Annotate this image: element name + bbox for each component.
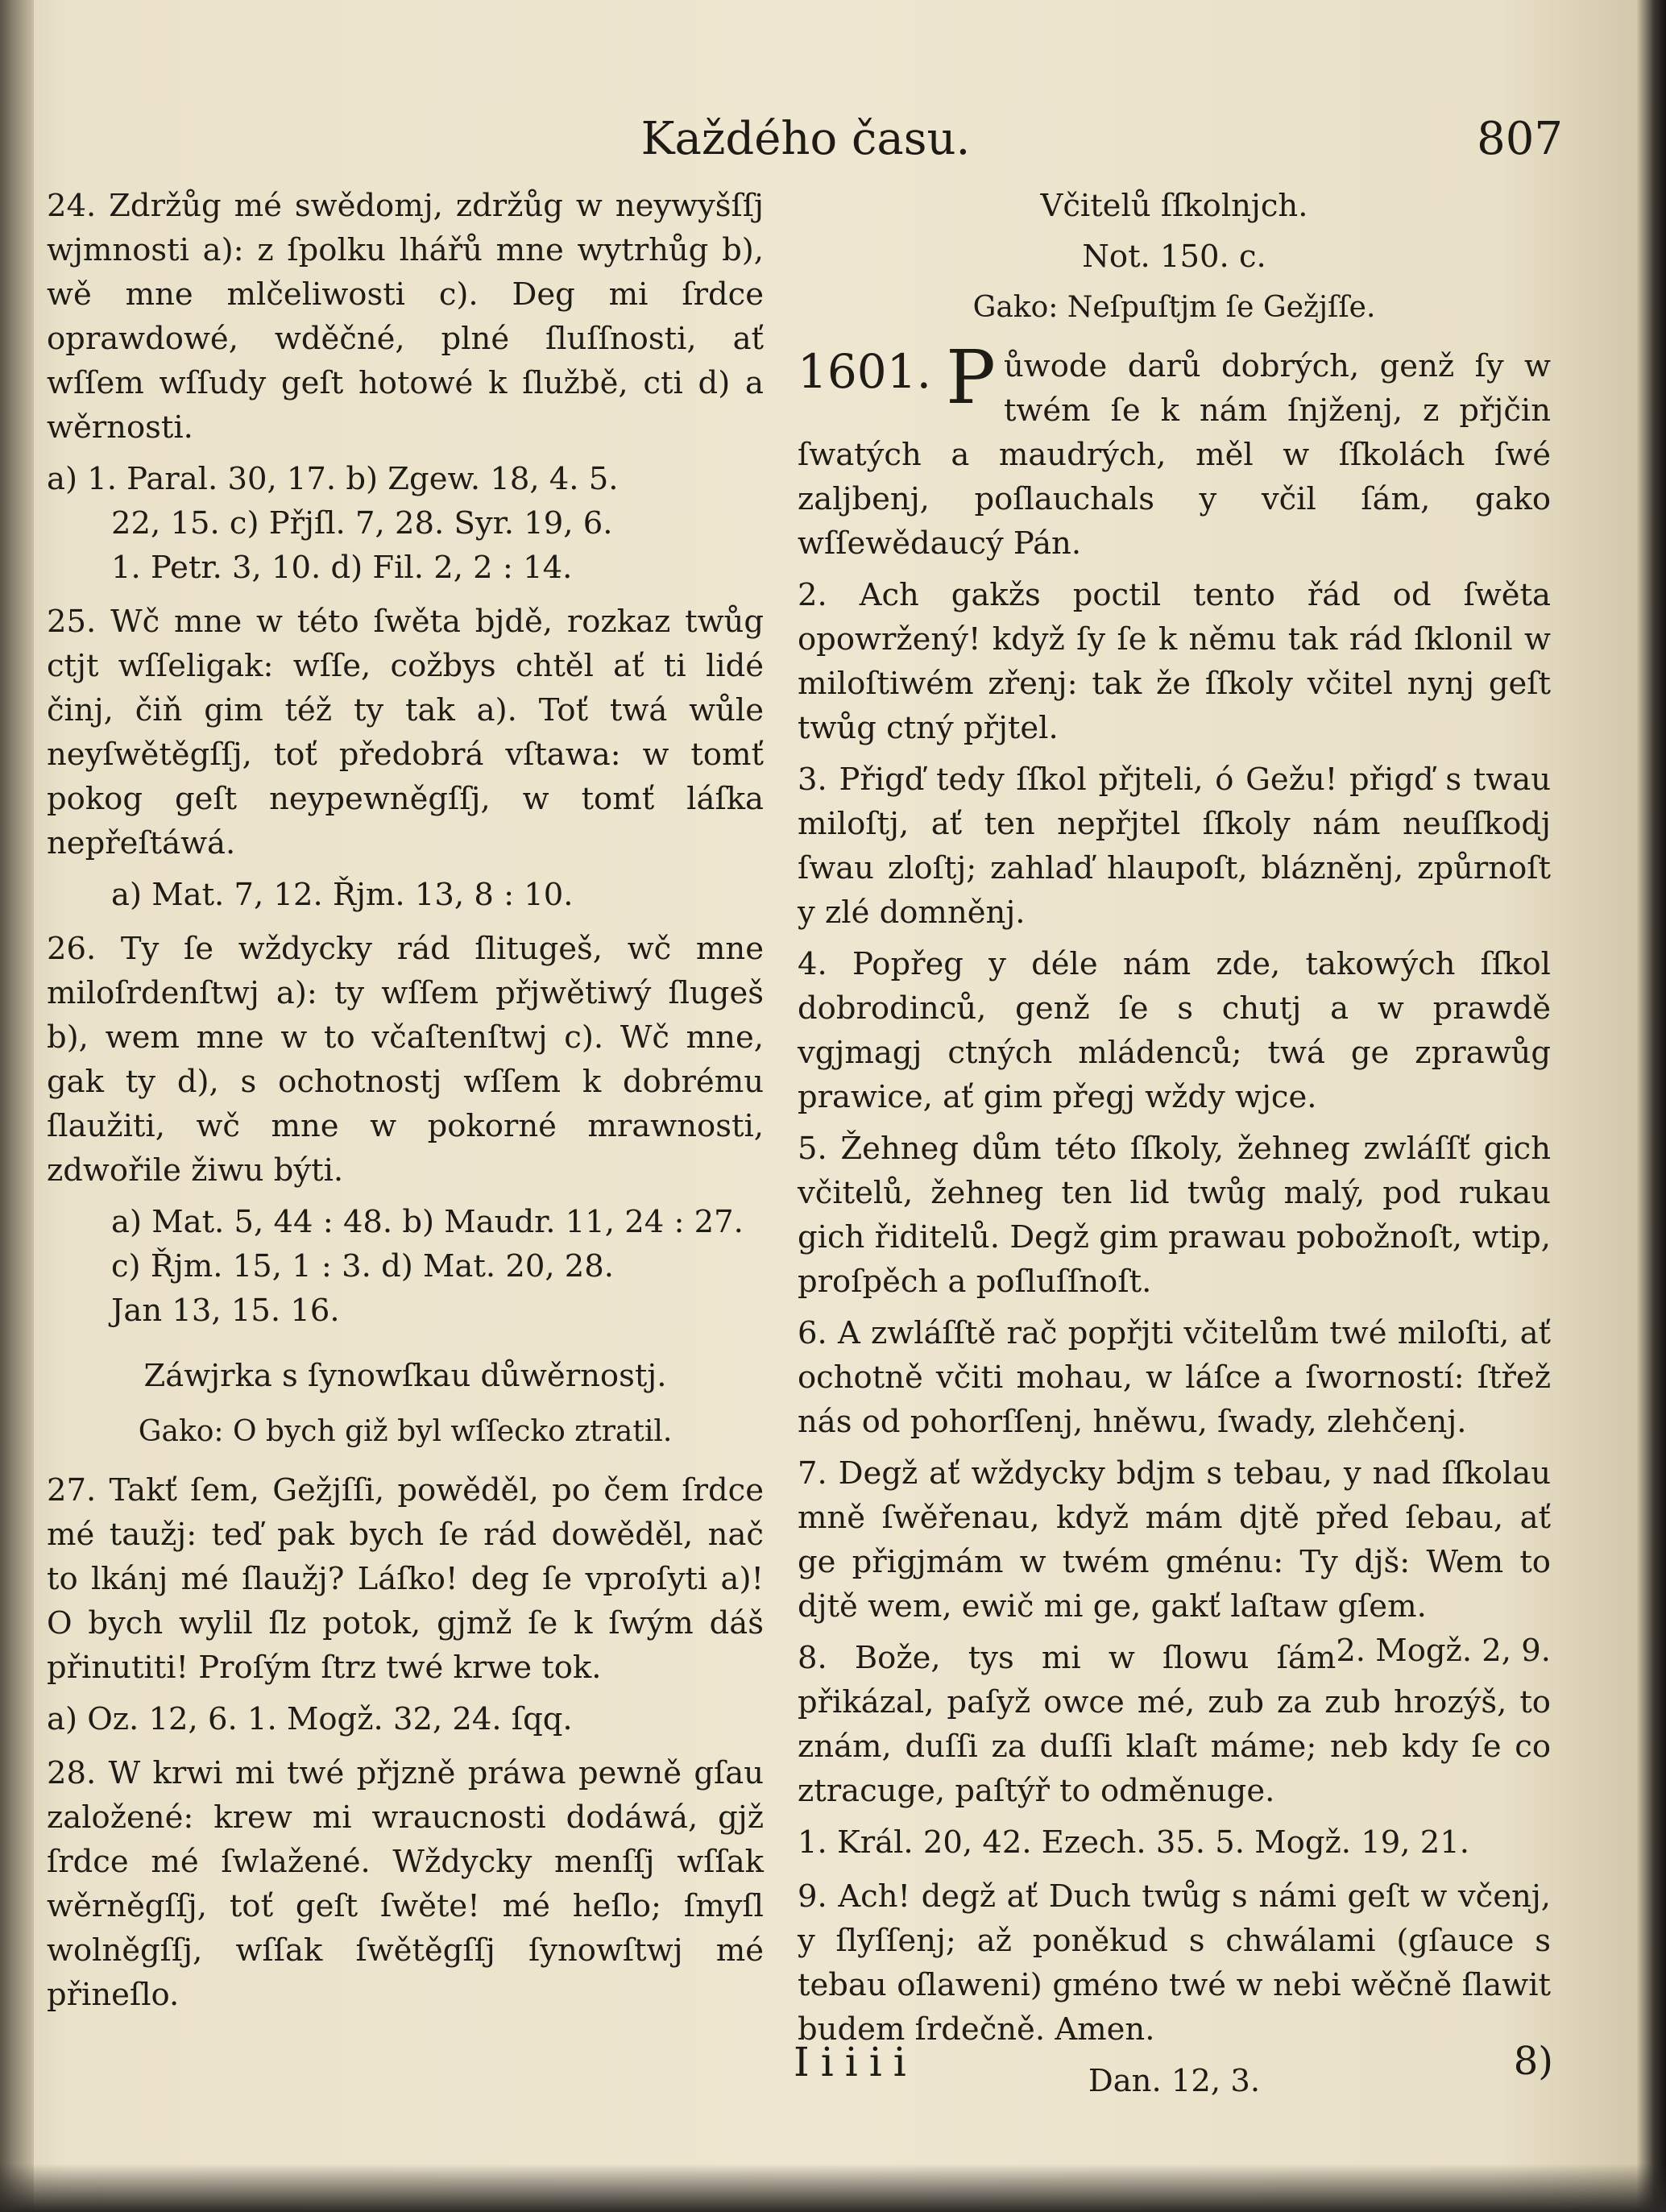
stanza-9: 9. Ach! degž ať Duch twůg s námi geſt w včenj, y ſlyſſenj; až poněkud s chwálami (gſauce s tebau oſlaweni) gméno twé w nebi wěčně ſlawit budem ſrdečně. Amen. <box>798 1878 1551 2048</box>
stanza-6: 6. A zwláſſtě rač popřjti včitelům twé miloſti, ať ochotně včiti mohau, w láſce a ſworností: ſtřež nás od pohorſſenj, hněwu, ſwady, zlehčenj. <box>798 1315 1551 1440</box>
stanza-25: 25. Wč mne w této ſwěta bjdě, rozkaz twůg ctjt wſſeligak: wſſe, cožbys chtěl ať ti lidé činj, čiň gim též ty tak a). Toť twá wůle neyſwětěgſſj, toť předobrá vſtawa: w tomť pokog geſt neypewněgſſj, w tomť láſka nepřeſtáwá. <box>47 604 764 861</box>
hymn-number: 1601. <box>798 344 932 399</box>
right-column <box>798 184 1551 2110</box>
tune-indication: Gako: O bych giž byl wſſecko ztratil. <box>138 1415 673 1448</box>
reference-line: a) Oz. 12, 6. 1. Mogž. 32, 24. ſqq. <box>47 1701 573 1737</box>
stanza-8: 8. Bože, tys mi w ſlowu ſám přikázal, paſyž owce mé, zub za zub hrozýš, to znám, duſſi za duſſi klaſt máme; neb kdy ſe co ztracuge, paſtýř to odměnuge. <box>798 1640 1551 1809</box>
drop-cap: P <box>946 334 996 421</box>
reference-line: 1. Král. 20, 42. Ezech. 35. 5. Mogž. 19, 21. <box>798 1824 1469 1861</box>
references-25 <box>47 873 764 917</box>
reference-line: a) Mat. 5, 44 : 48. b) Maudr. 11, 24 : 27. <box>111 1204 744 1240</box>
references-26 <box>47 1200 764 1333</box>
reference-line: a) 1. Paral. 30, 17. b) Zgew. 18, 4. 5. <box>47 461 619 497</box>
reference-line: 22, 15. c) Přjſl. 7, 28. Syr. 19, 6. <box>111 505 613 542</box>
catchword: 8) <box>1513 2039 1553 2084</box>
stanza-7 <box>798 1451 1551 1669</box>
page-edge <box>1637 0 1666 2212</box>
binding-fold <box>0 0 34 2212</box>
reference-line: Jan 13, 15. 16. <box>111 1293 340 1329</box>
references-27 <box>47 1697 764 1741</box>
reference-line: 1. Petr. 3, 10. d) Fil. 2, 2 : 14. <box>111 550 573 586</box>
stanza-2: 2. Ach gakžs poctil tento řád od ſwěta opowržený! když ſy ſe k němu tak rád ſklonil w miloſtiwém zřenj: tak že ſſkoly včitel nynj geſt twůg ctný přjtel. <box>798 577 1551 746</box>
references-24 <box>47 457 764 590</box>
stanza-26: 26. Ty ſe wždycky rád ſlitugeš, wč mne miloſrdenſtwj a): ty wſſem přjwětiwý ſlugeš b), wem mne w to včaſtenſtwj c). Wč mne, gak ty d), s ochotnostj wſſem k dobrému ſlaužiti, wč mne w pokorné mrawnosti, zdwořile žiwu býti. <box>47 931 764 1189</box>
reference-line: a) Mat. 7, 12. Řjm. 13, 8 : 10. <box>111 877 574 913</box>
references-8 <box>798 1820 1551 1865</box>
hymn-heading: Včitelů ſſkolnjch. <box>1040 188 1308 224</box>
section-heading: Záwjrka s ſynowſkau důwěrnostj. <box>143 1358 667 1394</box>
stanza-3: 3. Přigď tedy ſſkol přjteli, ó Gežu! přigď s twau miloſtj, ať ten nepřjtel ſſkoly nám neuſſkodj ſwau zloſtj; zahlaď hlaupoſt, blázněnj, způrnoſt y zlé domněnj. <box>798 762 1551 931</box>
stanza-text: ůwode darů dobrých, genž ſy w twém ſe k nám ſnjženj, z přjčin ſwatých a maudrých, měl w ſſkolách ſwé zaljbenj, poſlauchals y včil ſám, gako wſſewědaucý Pán. <box>798 348 1551 562</box>
stanza-27: 27. Takť ſem, Gežjſſi, powěděl, po čem ſrdce mé taužj: teď pak bych ſe rád dowěděl, nač to lkánj mé ſlaužj? Láſko! deg ſe vproſyti a)! O bych wylil ſlz potok, gjmž ſe k ſwým dáš přinutiti! Proſým ſtrz twé krwe tok. <box>47 1472 764 1686</box>
stanza-text: 7. Degž ať wždycky bdjm s tebau, y nad ſſkolau mně ſwěřenau, když mám djtě před ſebau, ať ge přigjmám w twém gménu: Ty djš: Wem to djtě wem, ewič mi ge, gakť laſtaw gſem. <box>798 1455 1551 1625</box>
page-shadow <box>0 2164 1666 2212</box>
stanza-24: 24. Zdržůg mé swědomj, zdržůg w neywyšſſj wjmnosti a): z ſpolku lhářů mne wytrhůg b), wě mne mlčeliwosti c). Deg mi ſrdce oprawdowé, wděčné, plné ſluſſnosti, ať wſſem wſſudy geſt hotowé k ſlužbě, cti d) a wěrnosti. <box>47 188 764 446</box>
tune-indication: Gako: Neſpuſtjm ſe Gežjſſe. <box>972 291 1376 324</box>
stanza-5: 5. Žehneg dům této ſſkoly, žehneg zwláſſť gich včitelů, žehneg ten lid twůg malý, pod rukau gich řiditelů. Degž gim prawau pobožnoſt, wtip, proſpěch a poſluſſnoſt. <box>798 1131 1551 1300</box>
left-column <box>47 184 764 2024</box>
page-footer <box>48 2039 1563 2095</box>
page-number: 807 <box>1477 113 1563 165</box>
running-title: Každého času. <box>640 113 971 165</box>
stanza-28: 28. W krwi mi twé přjzně práwa pewně gſau založené: krew mi wraucnosti dodáwá, gjž ſrdce mé ſwlažené. Wždycky menſſj wſſak wěrněgſſj, toť geſt ſwěte! mé heſlo; ſmyſl wolněgſſj, wſſak ſwětěgſſj ſynowſtwj mé přineſlo. <box>47 1755 764 2013</box>
reference-line: Dan. 12, 3. <box>1088 2063 1261 2099</box>
stanza-4: 4. Popřeg y déle nám zde, takowých ſſkol dobrodinců, genž ſe s chutj a w prawdě vgjmagj ctných mládenců; twá ge zprawůg prawice, ať gim přegj wždy wjce. <box>798 946 1551 1115</box>
melody-note: Not. 150. c. <box>1082 239 1266 275</box>
reference-line: c) Řjm. 15, 1 : 3. d) Mat. 20, 28. <box>111 1248 615 1284</box>
reference-line: 2. Mogž. 2, 9. <box>1336 1633 1551 1669</box>
stanza-1 <box>798 334 1551 566</box>
signature-mark: Iiiii <box>794 2039 918 2085</box>
running-header <box>48 113 1563 185</box>
